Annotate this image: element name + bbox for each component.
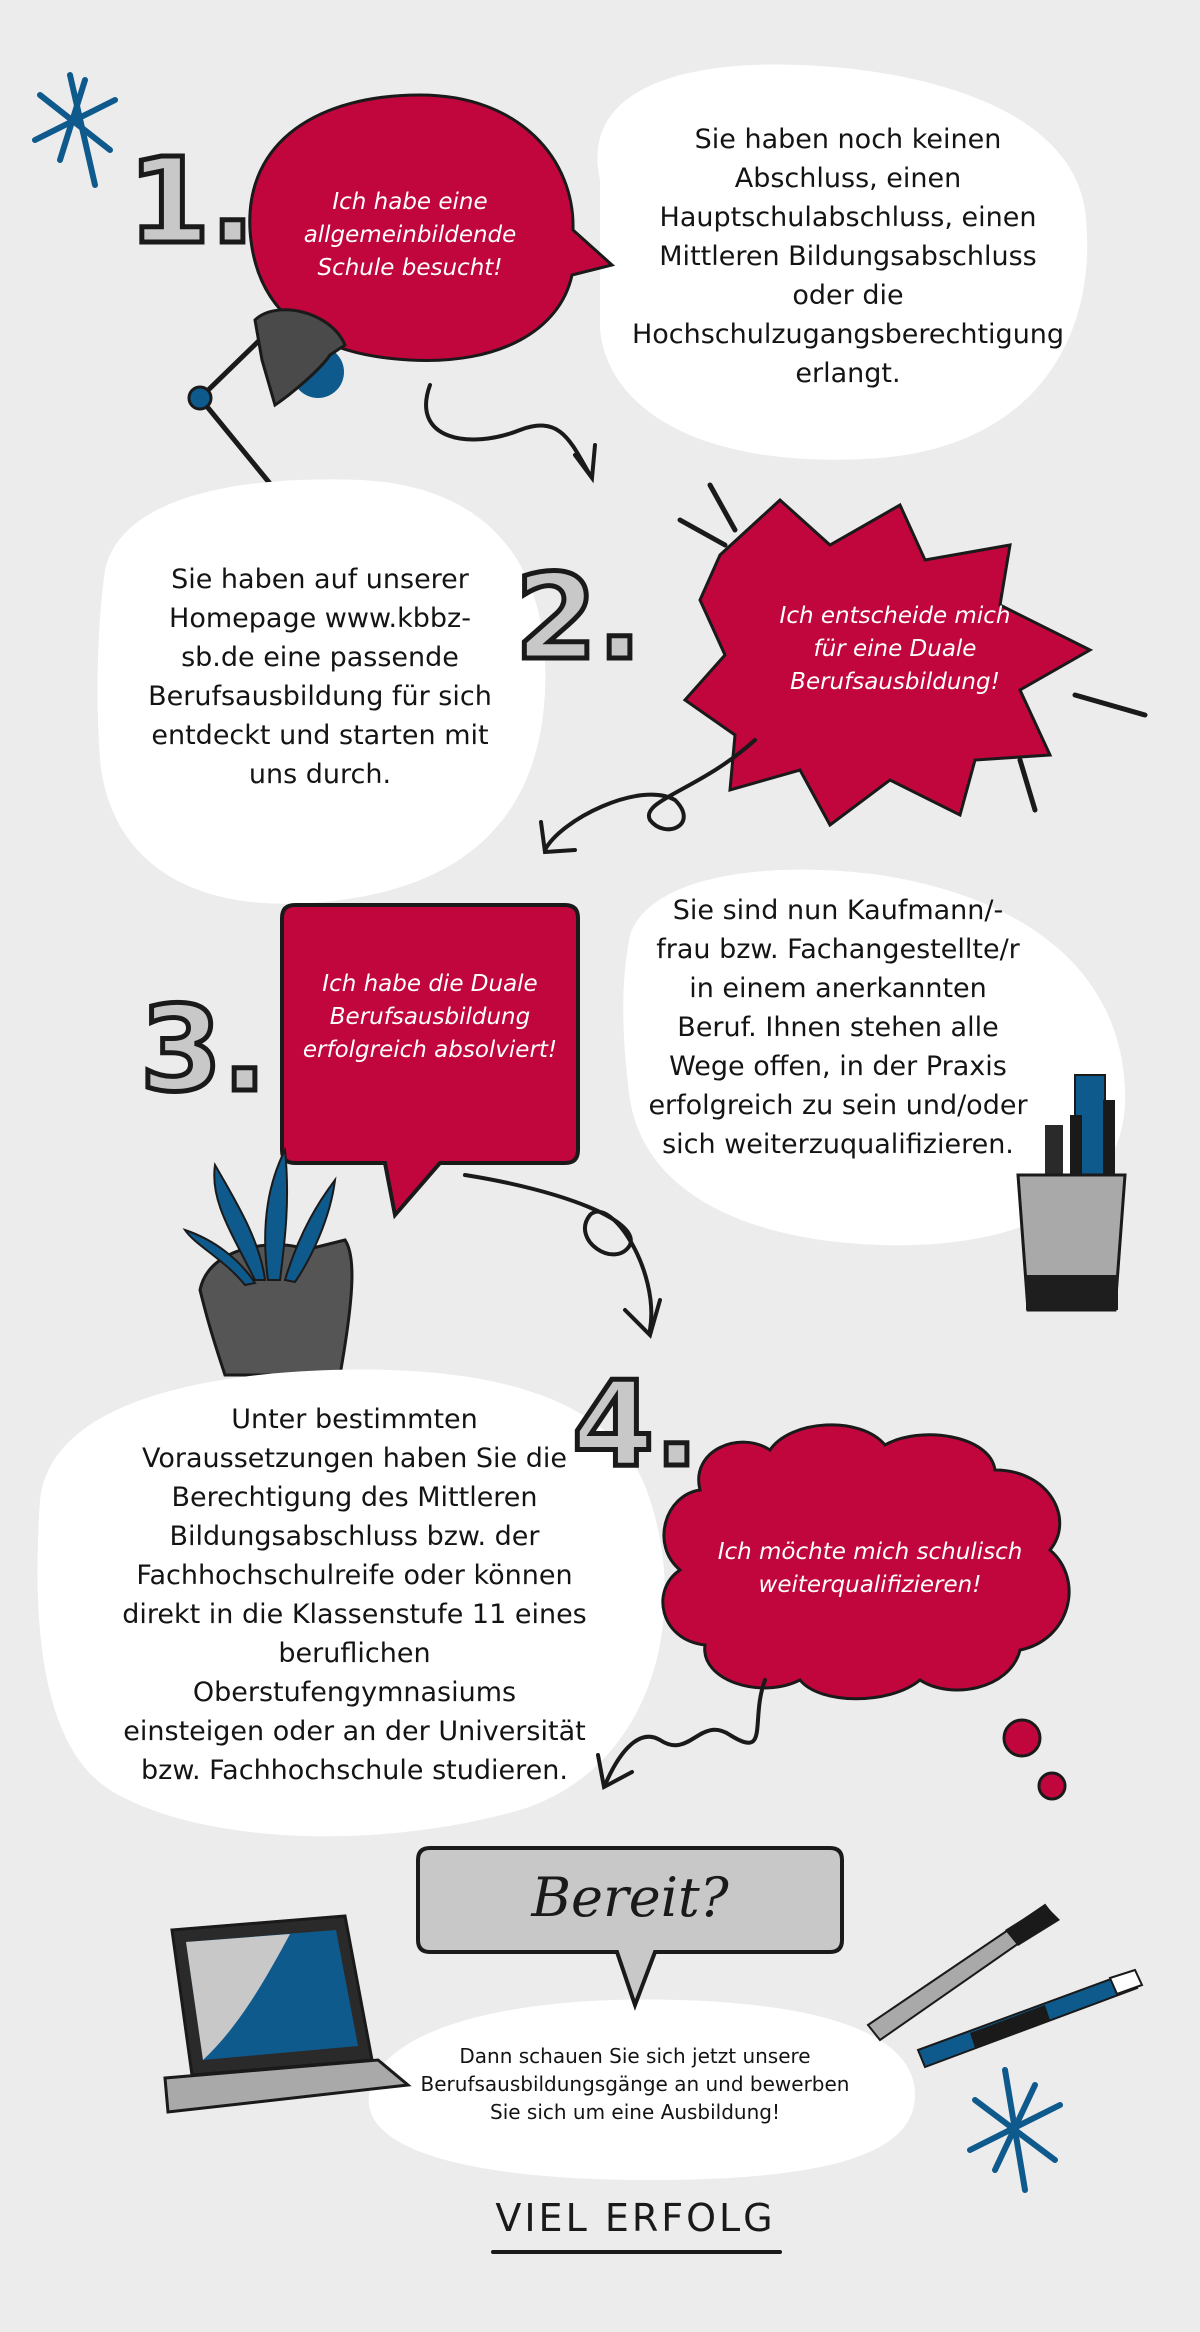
finale-text: Dann schauen Sie sich jetzt unsere Berufsausbildungsgänge an und bewerben Sie sich um eine Ausbildung! [420, 2044, 850, 2124]
step3-info-text: Sie sind nun Kaufmann/-frau bzw. Fachangestellte/r in einem anerkannten Beruf. Ihnen stehen alle Wege offen, in der Praxis erfolgreich zu sein und/oder sich weiterzuqualifizieren. [648, 895, 1028, 1160]
step4-bubble-text: Ich möchte mich schulisch weiterqualifizieren! [717, 1539, 1023, 1598]
star-icon [970, 2070, 1060, 2190]
step1-bubble-text: Ich habe eine allgemeinbildende Schule besucht! [303, 189, 517, 281]
step3-bubble-text: Ich habe die Duale Berufsausbildung erfolgreich absolviert! [302, 971, 558, 1063]
thought-dot [1039, 1773, 1065, 1799]
step2-bubble-text: Ich entscheide mich für eine Duale Berufsausbildung! [779, 603, 1011, 695]
thought-dot [1004, 1720, 1040, 1756]
closing-text: VIEL ERFOLG [495, 2196, 776, 2240]
step-number-2: 2. [515, 548, 642, 686]
arrow-icon [541, 740, 755, 852]
laptop-icon [165, 1916, 408, 2112]
step-number-1: 1. [128, 132, 255, 270]
step1-info-text: Sie haben noch keinen Abschluss, einen Hauptschulabschluss, einen Mittleren Bildungsabschluss oder die Hochschulzugangsberechtigung erlangt. [631, 124, 1065, 389]
step-number-3: 3. [140, 980, 267, 1118]
arrow-icon [426, 385, 595, 478]
arrow-icon [465, 1175, 660, 1335]
bereit-heading: Bereit? [531, 1866, 729, 1929]
star-icon [35, 75, 115, 185]
step4-info-text: Unter bestimmten Voraussetzungen haben Sie die Berechtigung des Mittleren Bildungsabschluss bzw. der Fachhochschulreife oder können direkt in die Klassenstufe 11 eines beruflichen Oberstufengymnasiums einsteigen oder an der Universität bzw. Fachhochschule studieren. [122, 1404, 587, 1786]
plant-icon [185, 1150, 352, 1375]
step2-info-text: Sie haben auf unserer Homepage www.kbbz-sb.de eine passende Berufsausbildung für sich entdeckt und starten mit uns durch. [148, 564, 492, 790]
step-number-4: 4. [572, 1355, 699, 1493]
